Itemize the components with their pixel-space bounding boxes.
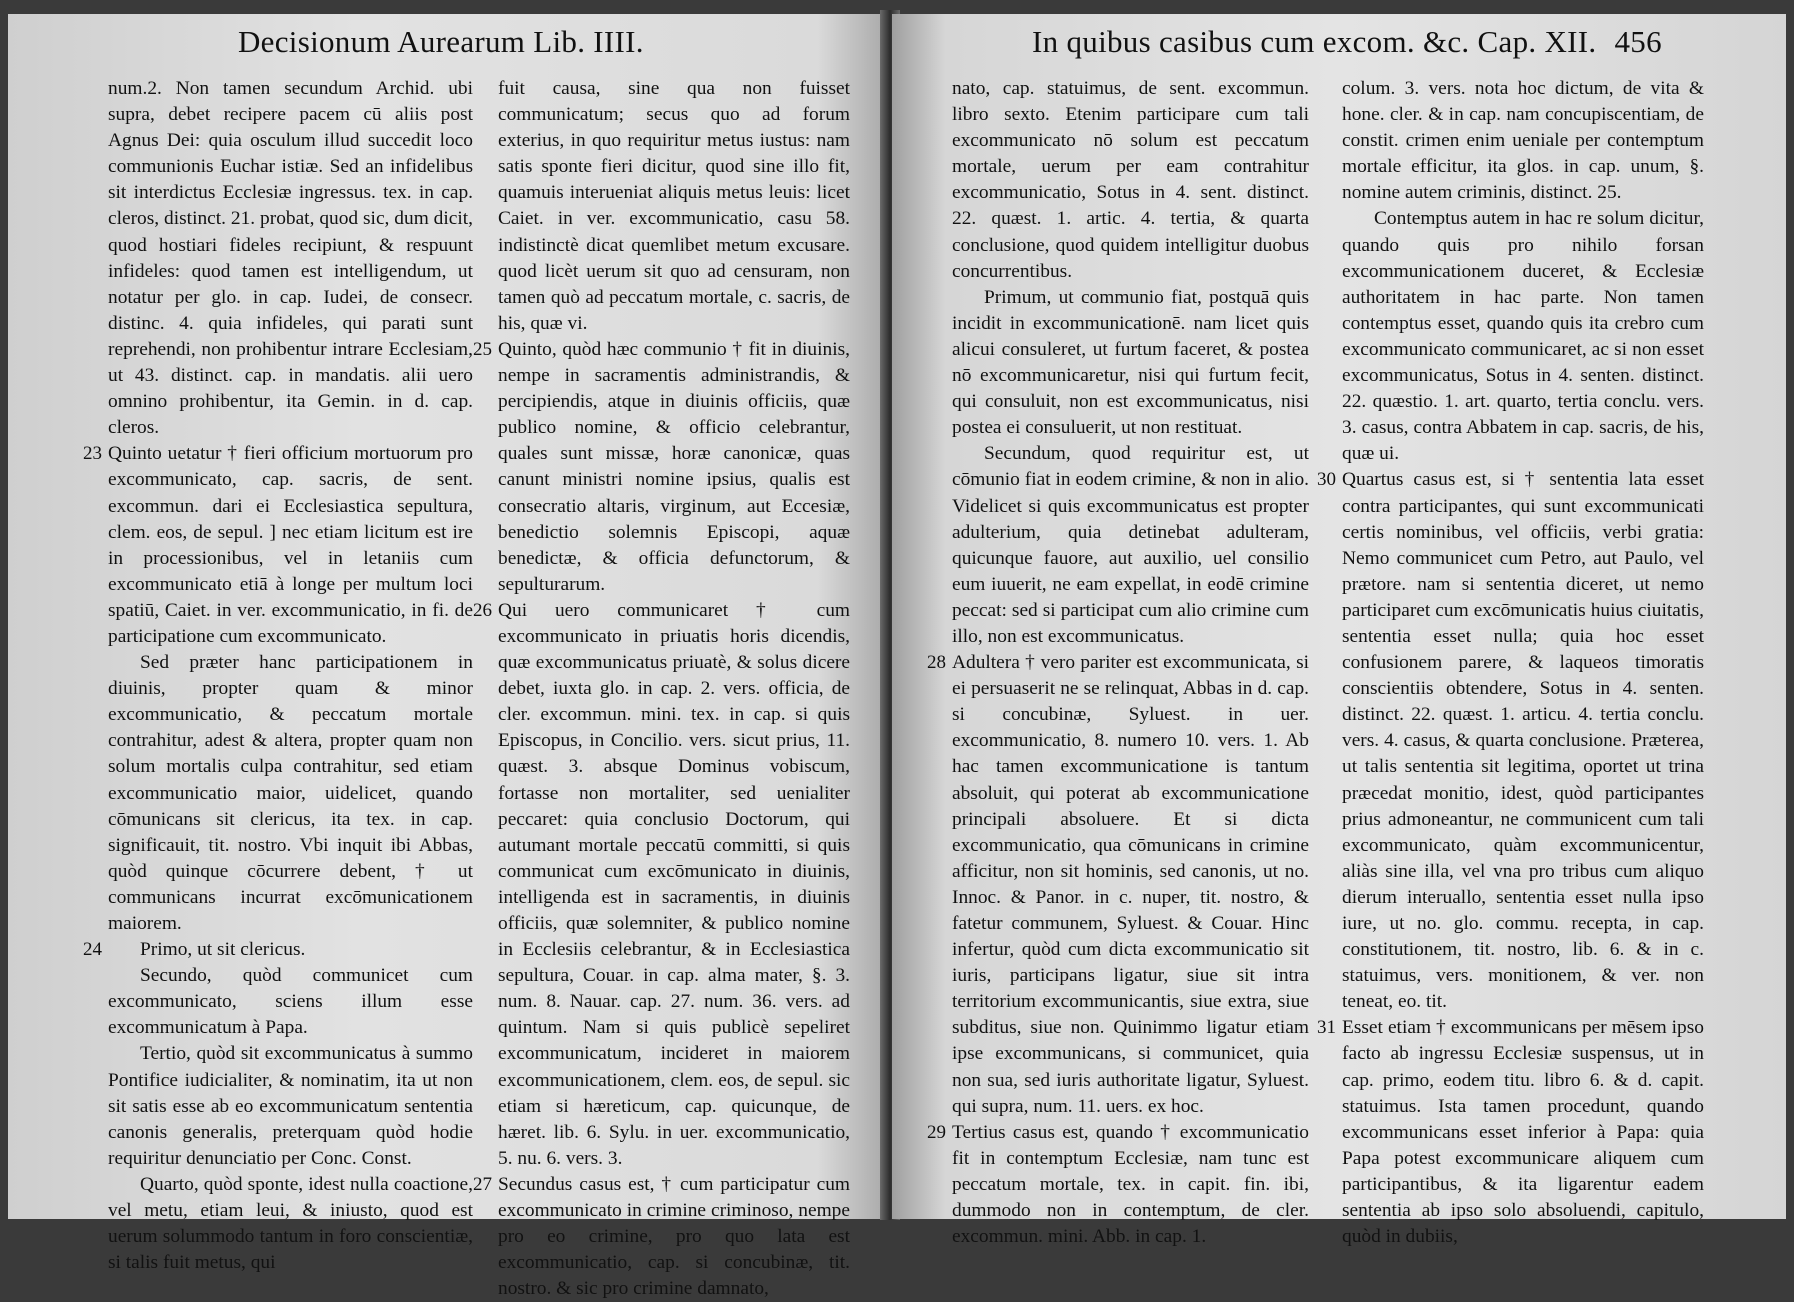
paragraph-number: 24 (83, 939, 102, 961)
paragraph (952, 441, 1309, 650)
paragraph-number: 31 (1317, 1017, 1336, 1039)
left-page (8, 14, 888, 1300)
paragraph (108, 650, 473, 937)
paragraph-text: Quinto uetatur † fieri officium mortuorum pro excommunicato, cap. sacris, de sent. excommun. dari ei Ecclesiastica sepultura, clem. eos, de sepul. ] nec etiam licitum est ire in processionibus, vel in letaniis cum excommunicato etiā à longe per multum loci spatiū, Caiet. in ver. excommunicatio, in fi. de participatione cum excommunicato. (108, 443, 473, 647)
paragraph (473, 598, 850, 1172)
paragraph-text: Secundo, quòd communicet cum excommunicato, sciens illum esse excommunicatum à Papa. (108, 965, 473, 1039)
left-page-header: Decisionum Aurearum Lib. IIII. (238, 24, 644, 59)
paragraph-text: Secundum, quod requiritur est, ut cōmunio fiat in eodem crimine, & non in alio. Videlicet si quis excommunicatus est propter adulterium, quia detinebat adulteram, quicunque fauore, aut auxilio, uel consilio eum iuuerit, ne eam expellat, in eodē crimine peccat: sed si participat cum alio crimine cum illo, non est excommunicatus. (952, 443, 1309, 647)
paragraph-text: Quinto, quòd hæc communio † fit in diuinis, nempe in sacramentis administrandis, & percipiendis, atque in diuinis officiis, quæ publico nomine, & officio celebrantur, quales sunt missæ, horæ canonicæ, quas canunt ministri nomine ipsius, qualis est consecratio altaris, virginum, aut Eccesiæ, benedictio solemnis Episcopi, aquæ benedictæ, & officia defunctorum, & sepulturarum. (498, 338, 850, 595)
left-column-2 (473, 76, 850, 1302)
paragraph-text: colum. 3. vers. nota hoc dictum, de vita & hone. cler. & in cap. nam concupiscentiam, de constit. crimen enim ueniale per contemptum mortale efficitur, ita glos. in cap. unum, §. nomine autem criminis, distinct. 25. (1342, 78, 1704, 204)
paragraph-number: 30 (1317, 469, 1336, 491)
paragraph (927, 1120, 1309, 1250)
right-page (892, 14, 1786, 1248)
paragraph (108, 76, 473, 441)
paragraph-text: Quartus casus est, si † sententia lata esset contra participantes, qui sunt excommunicati certis nominibus, vel officiis, verbi gratia: Nemo communicet cum Petro, aut Paulo, vel prætore. nam si sententia diceret, ut nemo participaret cum excōmunicatis huius ciuitatis, sententia esset nulla; quia hoc esset confusionem parere, & laqueos timoratis conscientiis obtendere, Sotus in 4. senten. distinct. 22. quæst. 1. articu. 4. tertia conclu. vers. 4. casus, & quarta conclusione. Præterea, ut talis sententia sit legitima, oportet ut trina præcedat monitio, idest, quòd participantes prius admoneantur, ne communicent cum tali excommunicato, quàm excommunicentur, aliàs sine illa, vel vna pro tribus cum aliquo dierum interuallo, sententia esset nulla ipso iure, ut no. glo. commu. recepta, in cap. constitutionem, tit. nostro, lib. 6. & in c. statuimus, vers. monitionem, & ver. non teneat, eo. tit. (1342, 469, 1704, 1013)
paragraph (1317, 467, 1704, 1015)
paragraph-number: 26 (473, 599, 492, 621)
paragraph-number: 23 (83, 443, 102, 465)
paragraph-number: 29 (927, 1121, 946, 1143)
paragraph-text: Esset etiam † excommunicans per mēsem ipso facto ab ingressu Ecclesiæ suspensus, ut in cap. primo, eodem titu. libro 6. & d. capit. statuimus. Ista tamen procedunt, quando excommunicans esset inferior à Papa: quia Papa potest excommunicare aliquem cum participantibus, & ita ligarentur eadem sententia ab ipso solo absoluendi, capitulo, quòd in dubiis, (1342, 1017, 1704, 1248)
paragraph (83, 441, 473, 650)
paragraph-text: Contemptus autem in hac re solum dicitur, quando quis pro nihilo forsan excommunicationem duceret, & Ecclesiæ authoritatem in hac parte. Non tamen contemptus esset, quando quis ita crebro cum excommunicato communicaret, ac si non esset excommunicatus, Sotus in 4. senten. distinct. 22. quæstio. 1. art. quarto, tertia conclu. vers. 3. casus, contra Abbatem in cap. sacris, de his, quæ ui. (1342, 208, 1704, 465)
paragraph-text: Adultera † vero pariter est excommunicata, si ei persuaserit ne se relinquat, Abbas in d. cap. si concubinæ, Syluest. in uer. excommunicatio, 8. numero 10. vers. 1. Ab hac tamen excommunicatione is tantum absoluit, qui poterat ab excommunicatione principali absoluere. Et si dicta excommunicatio, qua cōmunicans in crimine afficitur, non sit hominis, sed canonis, ut no. Innoc. & Panor. in c. nuper, tit. nostro, & fatetur communem, Syluest. & Couar. Hinc infertur, quòd cum dicta excommunicatio sit iuris, participans ligatur, siue sit intra territorium excommunicantis, siue extra, siue subditus, siue non. Quinimmo ligatur etiam ipse excommunicans, si communicet, quia non sua, sed iuris authoritate ligatur, Syluest. qui supra, num. 11. uers. ex hoc. (952, 652, 1309, 1117)
paragraph (108, 1041, 473, 1171)
paragraph (952, 285, 1309, 442)
paragraph (473, 337, 850, 598)
paragraph (498, 76, 850, 337)
paragraph-number: 27 (473, 1173, 492, 1195)
paragraph (1342, 206, 1704, 467)
right-page-header (1032, 24, 1662, 60)
page-number: 456 (1614, 24, 1662, 59)
right-column-1 (927, 76, 1309, 1250)
left-column-1 (83, 76, 473, 1276)
paragraph (1317, 1015, 1704, 1250)
right-column-2 (1317, 76, 1704, 1250)
paragraph (108, 963, 473, 1041)
paragraph (1342, 76, 1704, 206)
paragraph-text: num.2. Non tamen secundum Archid. ubi supra, debet recipere pacem cū aliis post Agnus Dei: quia osculum illud succedit loco communionis Euchar istiæ. Sed an infidelibus sit interdictus Ecclesiæ ingressus. tex. in cap. cleros, distinct. 21. probat, quod sic, dum dicit, quod hostiari fideles recipiunt, & respuunt infideles: quod tamen est intelligendum, ut notatur per glo. in cap. Iudei, de consecr. distinc. 4. quia infideles, qui parati sunt reprehendi, non prohibentur intrare Ecclesiam, ut 43. distinct. cap. in mandatis. alii uero omnino prohibentur, ita Gemin. in d. cap. cleros. (108, 78, 473, 439)
paragraph-text: Qui uero communicaret † cum excommunicato in priuatis horis dicendis, quæ excommunicatus priuatè, & solus dicere debet, iuxta glo. in cap. 2. vers. officia, de cler. excommun. mini. tex. in cap. si quis Episcopus, in Concilio. vers. sicut prius, 11. quæst. 3. absque Dominus vobiscum, fortasse non mortaliter, sed uenialiter peccaret: quia conclusio Doctorum, qui autumant mortale peccatū committi, si quis communicat cum excōmunicato in diuinis, intelligenda est in sacramentis, in diuinis officiis, quæ solemniter, & publico nomine in Ecclesiis celebrantur, & in Ecclesiastica sepultura, Couar. in cap. alma mater, §. 3. num. 8. Nauar. cap. 27. num. 36. vers. ad quintum. Nam si quis publicè sepeliret excommunicatum, incideret in maiorem excommunicationem, clem. eos, de sepul. sic etiam si hæreticum, cap. quicunque, de hæret. lib. 6. Sylu. in uer. excommunicatio, 5. nu. 6. vers. 3. (498, 599, 850, 1169)
paragraph-text: Primo, ut sit clericus. (140, 939, 306, 961)
paragraph-text: Primum, ut communio fiat, postquā quis incidit in excommunicationē. nam licet quis alicui consuleret, ut furtum faceret, & postea nō excommunicaretur, nisi qui furtum fecit, qui consuluit, non est excommunicatus, nisi postea ei consuluerit, ut non restituat. (952, 286, 1309, 439)
paragraph-text: Quarto, quòd sponte, idest nulla coactione, vel metu, etiam leui, & iniusto, quod est uerum solummodo tantum in foro conscientiæ, si talis fuit metus, qui (108, 1173, 473, 1274)
paragraph-number: 28 (927, 652, 946, 674)
paragraph-text: fuit causa, sine qua non fuisset communicatum; secus quo ad forum exterius, in quo requiritur metus iustus: nam satis sponte fieri dicitur, quod sine illo fit, quamuis interueniat aliquis metus leuis: licet Caiet. in ver. excommunicatio, casu 58. indistinctè dicat quemlibet metum excusare. quod licèt uerum sit quo ad censuram, non tamen quò ad peccatum mortale, c. sacris, de his, quæ vi. (498, 78, 850, 334)
paragraph (473, 1172, 850, 1302)
paragraph-text: Tertius casus est, quando † excommunicatio fit in contemptum Ecclesiæ, nam tunc est peccatum mortale, tex. in capit. fin. ibi, dummodo non in contemptum, de cler. excommun. mini. Abb. in cap. 1. (952, 1121, 1309, 1248)
paragraph-text: nato, cap. statuimus, de sent. excommun. libro sexto. Etenim participare cum tali excommunicato nō solum est peccatum mortale, uerum per eam contrahitur excommunicatio, Sotus in 4. sent. distinct. 22. quæst. 1. artic. 4. tertia, & quarta conclusione, quod quidem intelligitur duobus concurrentibus. (952, 78, 1309, 282)
right-page-title: In quibus casibus cum excom. &c. Cap. XII. (1032, 24, 1597, 59)
paragraph-text: Sed præter hanc participationem in diuinis, propter quam & minor excommunicatio, & peccatum mortale contrahitur, adest & altera, propter quam non solum mortalis culpa contrahitur, sed etiam excommunicatio maior, uidelicet, quando cōmunicans sit clericus, ita tex. in cap. significauit, tit. nostro. Vbi inquit ibi Abbas, quòd quinque cōcurrere debent, † ut communicans incurrat excōmunicationem maiorem. (108, 652, 473, 934)
paragraph (83, 937, 473, 963)
paragraph-text: Secundus casus est, † cum participatur cum excommunicato in crimine criminoso, nempe pro eo crimine, pro quo lata est excommunicatio, cap. si concubinæ, tit. nostro. & sic pro crimine damnato, (498, 1173, 850, 1300)
paragraph (108, 1172, 473, 1276)
paragraph-text: Tertio, quòd sit excommunicatus à summo Pontifice iudicialiter, & nominatim, ita ut non sit satis esse ab eo excommunicatum sententia canonis generalis, preterquam quòd hodie requiritur denunciatio per Conc. Const. (108, 1043, 473, 1169)
paragraph (927, 650, 1309, 1120)
paragraph (952, 76, 1309, 285)
paragraph-number: 25 (473, 338, 492, 360)
